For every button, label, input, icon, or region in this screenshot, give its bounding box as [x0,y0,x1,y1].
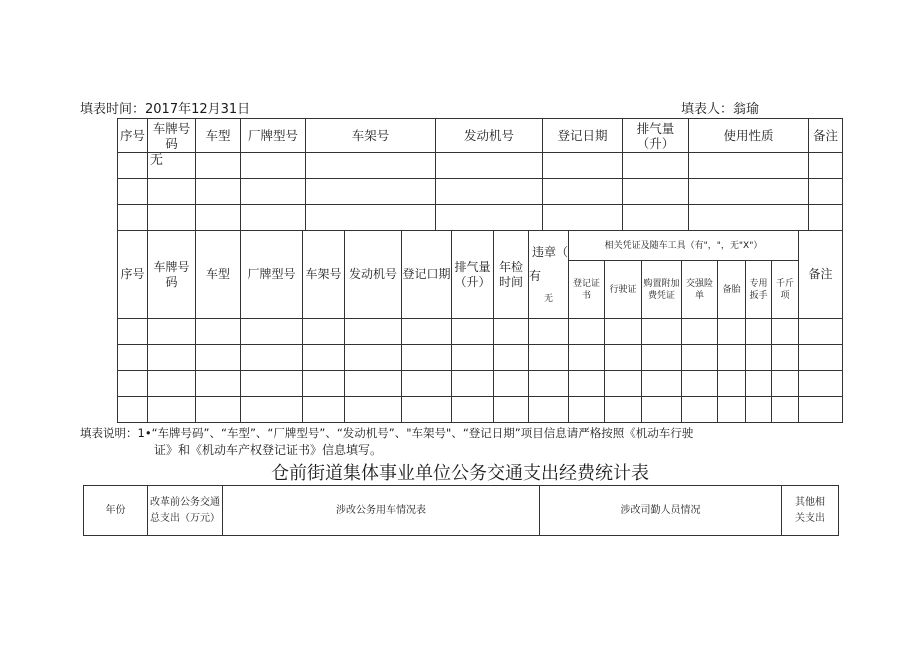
table-row [118,371,843,397]
table-row [118,153,843,179]
pre-reform-line1: 改革前公务交通 [150,496,220,508]
col-note: 备注 [809,119,843,153]
col-regdate: 登记口期 [402,231,452,319]
col-usage: 使用性质 [689,119,809,153]
plate-none: 无 [148,153,196,179]
col-other [782,486,839,536]
table1-header-row [118,119,843,153]
other-line1: 其他相 [795,496,825,508]
table-row [118,179,843,205]
group-header: 相关凭证及随车工具（有"，"，无"X"） [569,231,799,261]
sub-jack: 千斤项 [772,261,799,319]
col-displacement: 排气量（升） [623,119,689,153]
col-inspection: 年检时间 [494,231,529,319]
page-title: 仓前街道集体事业单位公务交通支出经费统计表 [271,463,649,484]
col-brand: 厂牌型号 [241,119,306,153]
sub-wrench: 专用扳手 [746,261,772,319]
table-row [118,205,843,231]
table2-header-row [118,231,843,261]
col-pre-reform [148,486,223,536]
violation-bot: 无 [543,293,553,304]
table-row [118,319,843,345]
table-row [118,345,843,371]
col-engine: 发动机号 [436,119,543,153]
sub-spare-tire: 备胎 [718,261,746,319]
col-frame: 车架号 [303,231,345,319]
pre-reform-line2: 总支出（万元） [150,512,220,524]
col-vehicles: 涉改公务用车情况表 [223,486,540,536]
col-violation [529,231,569,319]
filler-name: 填表人：翁瑜 [681,102,760,117]
col-regdate: 登记日期 [543,119,623,153]
expense-table [83,485,839,536]
col-seq: 序号 [118,119,148,153]
vehicle-table-1 [117,118,843,231]
fill-instructions [80,425,850,459]
sub-insurance: 交强险单 [682,261,718,319]
table3-header-row [84,486,839,536]
sub-reg-cert: 登记证书 [569,261,605,319]
col-plate: 车牌号码 [148,231,196,319]
violation-mid: 有 [529,268,542,283]
col-engine: 发动机号 [345,231,402,319]
col-year: 年份 [84,486,148,536]
note-line-1: 填表说明：1•“车牌号码”、“车型”、“厂牌型号”、“发动机号”、"车架号"、“登记日期”项目信息请严格按照《机动车行驶 [80,426,694,440]
vehicle-table-2 [117,230,843,423]
col-brand: 厂牌型号 [241,231,303,319]
sub-purchase-tax: 购置附加费凭证 [642,261,682,319]
violation-top: 违章（ [531,244,568,259]
sub-license: 行驶证 [605,261,642,319]
other-line2: 关支出 [795,512,825,524]
col-seq: 序号 [118,231,148,319]
col-drivers: 涉改司勤人员情况 [540,486,782,536]
col-note: 备注 [799,231,843,319]
table-row [118,397,843,423]
col-frame: 车架号 [306,119,436,153]
col-displacement: 排气量（升） [452,231,494,319]
fill-time: 填表时间：2017年12月31日 [80,102,251,117]
note-line-2: 证》和《机动车产权登记证书》信息填写。 [154,443,383,457]
col-type: 车型 [196,119,241,153]
col-plate: 车牌号码 [148,119,196,153]
col-type: 车型 [196,231,241,319]
